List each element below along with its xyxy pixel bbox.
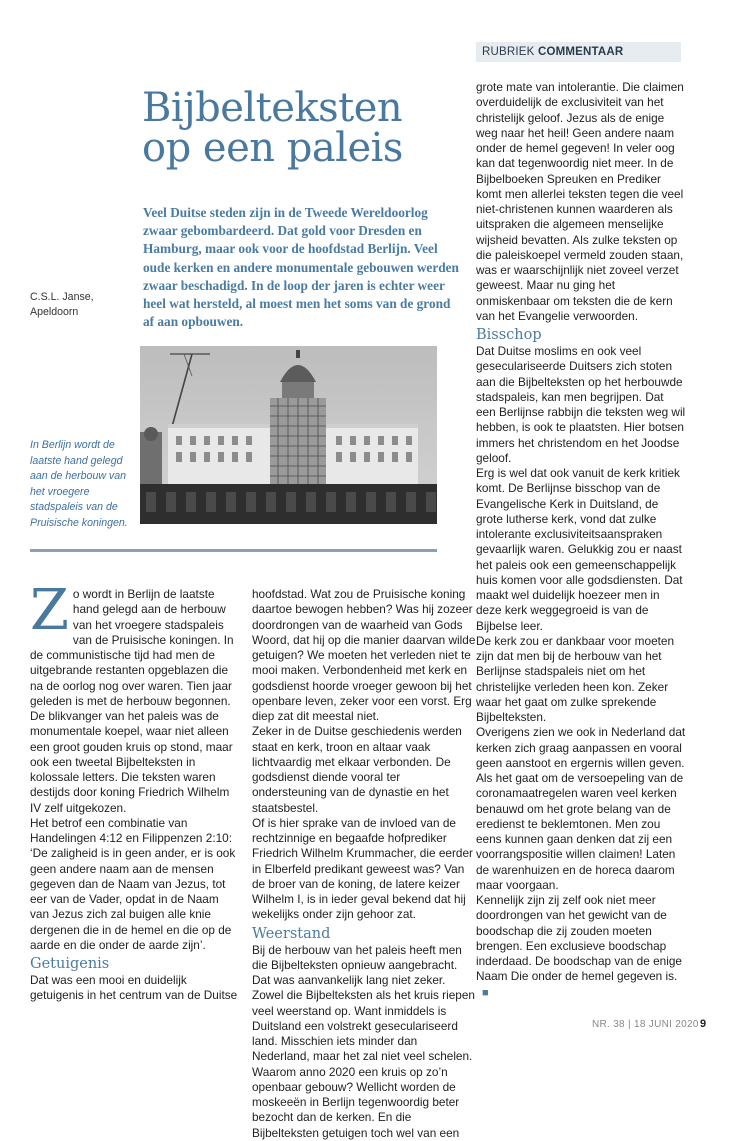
body-paragraph-4-continued: hoofdstad. Wat zou de Pruisische koning daartoe bewogen hebben? Was hij zozeer doordrongen van de waarheid van Gods Woord, dat hij op die manier daarvan wilde getuigen? We moeten het verleden niet te mooi maken. Verbondenheid met kerk en godsdienst hoorde vroeger gewoon bij het openbare leven, zeker voor een vorst. Erg diep zat dit meestal niet. [252, 587, 476, 723]
issue-info: NR. 38 | 18 JUNI 2020 [592, 1019, 699, 1030]
body-paragraph-12 [476, 893, 686, 1001]
heading-bisschop: Bisschop [476, 327, 542, 343]
article-title [142, 85, 403, 171]
rubric-prefix: RUBRIEK [482, 46, 535, 58]
body-column-1 [30, 578, 240, 1004]
section-divider [30, 549, 437, 552]
palace-photo [140, 346, 437, 524]
author-name: C.S.L. Janse, [30, 291, 94, 303]
body-paragraph-9: Erg is wel dat ook vanuit de kerk kritiek komt. De Berlijnse bisschop van de Evangelische Kerk in Duitsland, de grote lutherse kerk, vond dat zulke intolerante exclusiviteitsaanspraken gevaarlijk waren. Gelukkig zou er naast het paleis ook een gemeenschappelijk huis komen voor alle godsdiensten. Dat maakt wel duidelijk hoezeer men in deze kerk weggegroeid is van de Bijbelse leer. [476, 466, 683, 633]
title-line-1: Bijbelteksten [142, 85, 403, 131]
body-paragraph-12-text: Kennelijk zijn zij zelf ook niet meer doordrongen van het gewicht van de boodschap die zij zouden moeten brengen. Een exclusieve boodschap inderdaad. De boodschap van de enige Naam Die onder de hemel gegeven is. [476, 893, 682, 984]
body-paragraph-2: De blikvanger van het paleis was de monumentale koepel, waar niet alleen een groot gouden kruis op stond, maar ook een tweetal Bijbelteksten in kolossale letters. Die teksten waren destijds door koning Friedrich Wilhelm IV zelf uitgekozen. [30, 709, 233, 815]
page-number: 9 [700, 1018, 707, 1030]
end-mark-icon: ■ [482, 986, 489, 999]
body-column-3 [476, 80, 686, 1001]
body-paragraph-1-text: o wordt in Berlijn de laatste hand gelegd aan de herbouw van het vroegere stadspaleis van de Pruisische koningen. In de communistische tijd had men de uitgebrande restanten opgeblazen die na de oorlog nog over waren. Tien jaar geleden is met de herbouw begonnen. [30, 587, 234, 708]
heading-getuigenis: Getuigenis [30, 956, 110, 972]
author-block [30, 290, 94, 320]
rubric-label [476, 42, 681, 62]
body-paragraph-4: Dat was een mooi en duidelijk getuigenis in het centrum van de Duitse [30, 973, 238, 1003]
body-paragraph-1 [30, 578, 240, 709]
body-paragraph-6: Of is hier sprake van de invloed van de rechtzinnige en begaafde hofprediker Friedrich Wilhelm Krummacher, die eerder in Elberfeld predikant geweest was? Van de broer van de koning, de latere keizer Wilhelm I, is in ieder geval bekend dat hij wekelijks onder zijn gehoor zat. [252, 815, 473, 922]
body-paragraph-3: Het betrof een combinatie van Handelingen 4:12 en Filippenzen 2:10: ‘De zaligheid is in geen ander, er is ook geen andere naam aan de mensen gegeven dan de Naam van Jezus, tot eer van de Vader, opdat in de Naam van Jezus zich zal buigen alle knie dergenen die in de hemel en die op de aarde en die onder de aarde zijn’. [30, 815, 236, 952]
title-line-2: op een paleis [142, 125, 403, 171]
lead-paragraph: Veel Duitse steden zijn in de Tweede Wereldoorlog zwaar gebombardeerd. Dat gold voor Dresden en Hamburg, maar ook voor de hoofdstad Berlijn. Veel oude kerken en andere monumentale gebouwen werden zwaar beschadigd. In de loop der jaren is echter weer heel wat hersteld, al moest men het soms van de grond af aan opbouwen. [143, 205, 459, 330]
photo-caption: In Berlijn wordt de laatste hand gelegd aan de herbouw van het vroegere stadspaleis van de Pruisische koningen. [30, 439, 128, 529]
body-paragraph-7: Bij de herbouw van het paleis heeft men die Bijbelteksten opnieuw aangebracht. Dat was aanvankelijk lang niet zeker. Zowel die Bijbelteksten als het kruis riepen veel weerstand op. Want inmiddels is Duitsland een volstrekt geseculariseerd land. Misschien iets minder dan Nederland, maar het zal niet veel schelen. Waarom anno 2020 een kruis op zo’n openbaar gebouw? Wellicht worden de moskeeën in Berlijn tegenwoordig beter bezocht dan de kerken. En die Bijbelteksten getuigen toch wel van een [252, 942, 475, 1140]
heading-weerstand: Weerstand [252, 925, 331, 942]
rubric-name: COMMENTAAR [537, 46, 624, 58]
body-paragraph-7-continued: grote mate van intolerantie. Die claimen overduidelijk de exclusiviteit van het christelijk geloof. Jezus als de enige weg naar het heil! Geen andere naam onder de hemel gegeven! In veler oog kan dat tegenwoordig niet meer. In de Bijbelboeken Spreuken en Prediker komt men allerlei teksten tegen die veel niet-christenen kunnen waarderen als uitspraken die algemeen menselijke wijsheid bevatten. Als zulke teksten op die paleiskoepel vermeld zouden staan, was er waarschijnlijk niet zoveel verzet geweest. Maar nu ging het onmiskenbaar om teksten die de kern van het Evangelie verwoorden. [476, 80, 684, 323]
drop-cap: Z [30, 578, 69, 643]
body-paragraph-10: De kerk zou er dankbaar voor moeten zijn dat men bij de herbouw van het Berlijnse stadspaleis niet om het christelijke verleden heen kon. Zeker waar het gaat om zulke sprekende Bijbelteksten. [476, 633, 675, 724]
body-paragraph-11: Overigens zien we ook in Nederland dat kerken zich graag aanpassen en vooral geen aanstoot en ergernis willen geven. Als het gaat om de versoepeling van de coronamaatregelen waren veel kerken benauwd om het grote belang van de eredienst te beklemtonen. Men zou eens kunnen gaan denken dat zij een voorrangspositie willen claimen! Laten de warenhuizen en de horeca daarom maar voorgaan. [476, 725, 686, 892]
body-column-2 [252, 587, 476, 1141]
body-paragraph-8: Dat Duitse moslims en ook veel geseculariseerde Duitsers zich stoten aan die Bijbelteksten op het herbouwde stadspaleis, kan men begrijpen. Dat een Berlijnse rabbijn die teksten weg wil hebben, is ook te plaatsten. Hier botsen immers het christendom en het Joodse geloof. [476, 344, 686, 465]
author-place: Apeldoorn [30, 306, 79, 318]
palace-photo-illustration [140, 346, 437, 524]
body-paragraph-5: Zeker in de Duitse geschiedenis werden staat en kerk, troon en altaar vaak lichtvaardig met elkaar verbonden. De godsdienst diende vooral ter ondersteuning van de dynastie en het staatsbestel. [252, 724, 462, 815]
